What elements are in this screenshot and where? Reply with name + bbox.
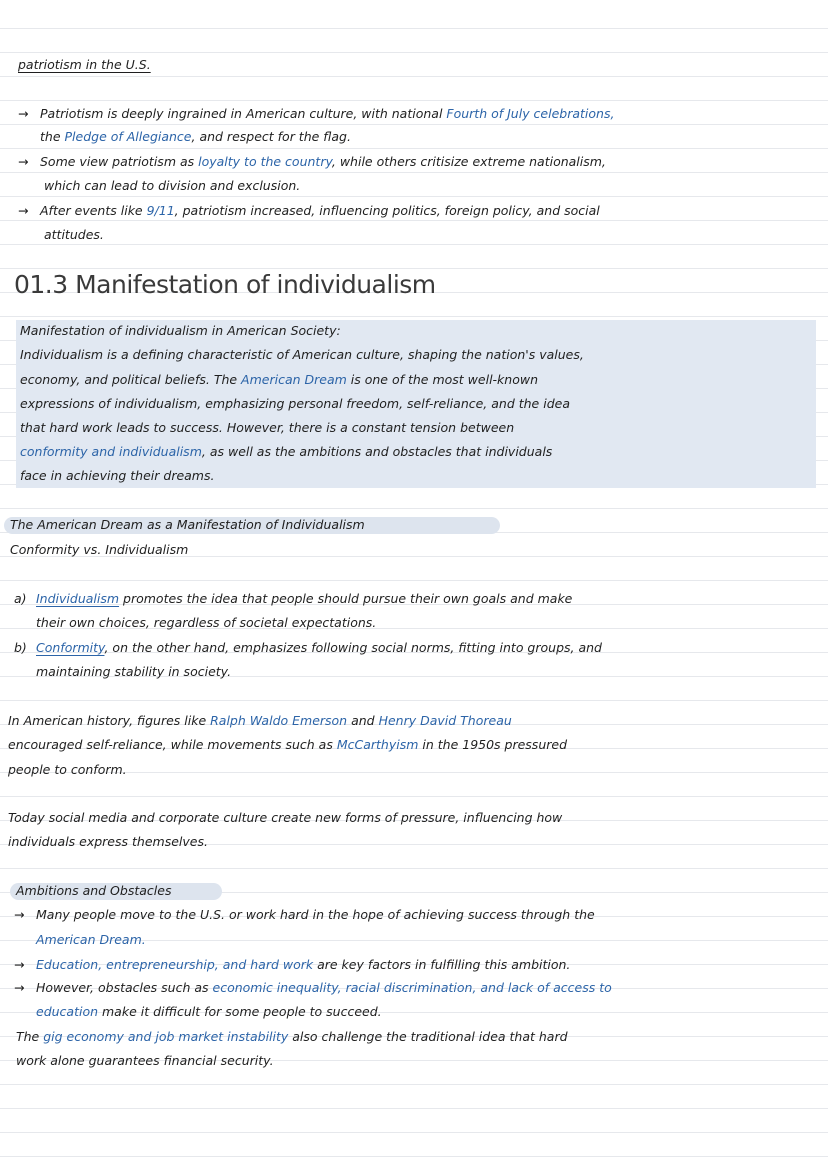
patriotism-title: patriotism in the U.S. (18, 57, 151, 72)
arrow-icon: → (18, 106, 29, 121)
history-line-3: people to conform. (8, 762, 127, 777)
summary-line-7: face in achieving their dreams. (20, 468, 215, 483)
dream-subtitle: Conformity vs. Individualism (10, 542, 189, 557)
patriotism-bullet-2-cont: which can lead to division and exclusion. (44, 178, 301, 193)
summary-line-3: economy, and political beliefs. The American Dream is one of the most well-known (20, 372, 539, 387)
ambitions-bullet-3: → However, obstacles such as economic inequality, racial discrimination, and lack of access to (14, 978, 612, 998)
summary-line-6: conformity and individualism, as well as the ambitions and obstacles that individuals (20, 444, 553, 459)
patriotism-bullet-1-cont: the Pledge of Allegiance, and respect for the flag. (40, 129, 351, 144)
arrow-icon: → (14, 957, 25, 972)
patriotism-bullet-1: → Patriotism is deeply ingrained in American culture, with national Fourth of July celebrations, (18, 104, 614, 124)
summary-line-5: that hard work leads to success. However, there is a constant tension between (20, 420, 515, 435)
gig-line-2: work alone guarantees financial security. (16, 1053, 274, 1068)
summary-line-4: expressions of individualism, emphasizing personal freedom, self-reliance, and the idea (20, 396, 570, 411)
summary-line-2: Individualism is a defining characteristic of American culture, shaping the nation's values, (20, 347, 584, 362)
dream-item-b: b) Conformity, on the other hand, emphasizes following social norms, fitting into groups, and (14, 640, 602, 655)
today-line-1: Today social media and corporate culture create new forms of pressure, influencing how (8, 810, 563, 825)
ambitions-bullet-3-cont: education make it difficult for some people to succeed. (36, 1004, 382, 1019)
dream-item-a: a) Individualism promotes the idea that people should pursue their own goals and make (14, 591, 573, 606)
ambitions-bullet-1-cont: American Dream. (36, 932, 146, 947)
history-line-1: In American history, figures like Ralph Waldo Emerson and Henry David Thoreau (8, 713, 512, 728)
patriotism-bullet-2: → Some view patriotism as loyalty to the country, while others critisize extreme nationalism, (18, 152, 606, 172)
ambitions-bullet-2: → Education, entrepreneurship, and hard work are key factors in fulfilling this ambition. (14, 955, 570, 975)
arrow-icon: → (14, 907, 25, 922)
patriotism-bullet-3: → After events like 9/11, patriotism increased, influencing politics, foreign policy, and social (18, 201, 600, 221)
ambitions-title: Ambitions and Obstacles (16, 883, 172, 898)
ambitions-bullet-1: → Many people move to the U.S. or work hard in the hope of achieving success through the (14, 905, 595, 925)
dream-item-b-cont: maintaining stability in society. (36, 664, 232, 679)
gig-line-1: The gig economy and job market instability also challenge the traditional idea that hard (16, 1029, 568, 1044)
arrow-icon: → (18, 203, 29, 218)
summary-line-1: Manifestation of individualism in American Society: (20, 323, 341, 338)
arrow-icon: → (14, 980, 25, 995)
patriotism-bullet-3-cont: attitudes. (44, 227, 104, 242)
arrow-icon: → (18, 154, 29, 169)
section-heading: 01.3 Manifestation of individualism (14, 270, 436, 299)
dream-item-a-cont: their own choices, regardless of societal expectations. (36, 615, 377, 630)
history-line-2: encouraged self-reliance, while movements such as McCarthyism in the 1950s pressured (8, 737, 568, 752)
today-line-2: individuals express themselves. (8, 834, 208, 849)
dream-title: The American Dream as a Manifestation of Individualism (10, 517, 365, 532)
